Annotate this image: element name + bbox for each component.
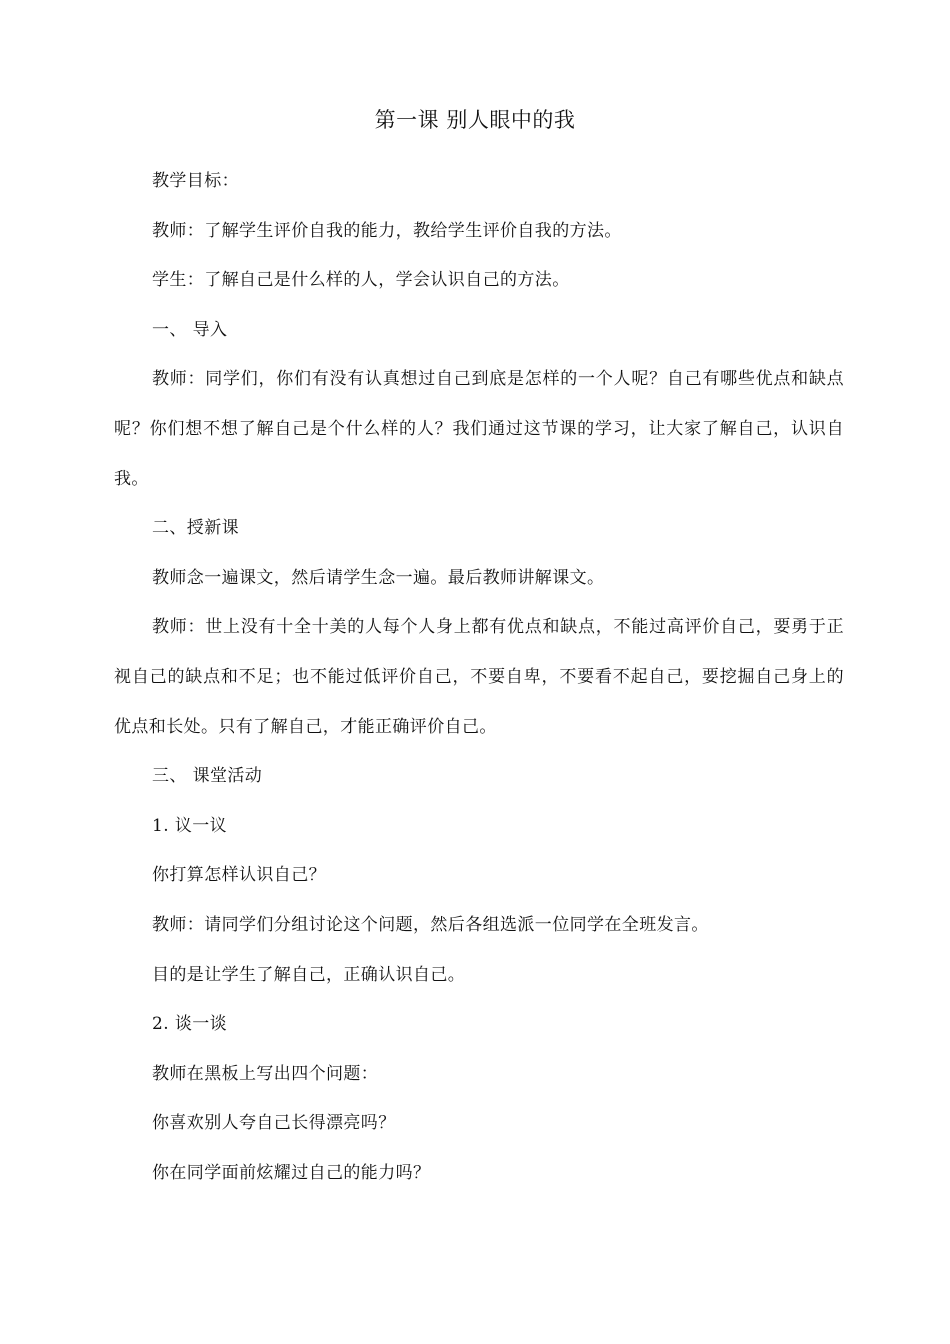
- section-heading: 一、 导入: [152, 319, 228, 340]
- paragraph: 教师：了解学生评价自我的能力，教给学生评价自我的方法。: [152, 220, 622, 241]
- paragraph: 教师：世上没有十全十美的人每个人身上都有优点和缺点，不能过高评价自己，要勇于正视自己的缺点和不足；也不能过低评价自己，不要自卑，不要看不起自己，要挖掘自己身上的优点和长处。只有了解自己，才能正确评价自己。: [114, 617, 844, 737]
- paragraph: 目的是让学生了解自己，正确认识自己。: [152, 964, 466, 985]
- section-heading: 二、授新课: [152, 518, 239, 539]
- paragraph: 教师：请同学们分组讨论这个问题，然后各组选派一位同学在全班发言。: [152, 914, 709, 935]
- document-title: 第一课 别人眼中的我: [374, 108, 576, 132]
- document-body: [114, 157, 844, 1198]
- paragraph: 你打算怎样认识自己？: [152, 865, 326, 886]
- paragraph: 教师在黑板上写出四个问题：: [152, 1063, 379, 1084]
- subsection-heading: 2. 谈一谈: [152, 1014, 228, 1035]
- paragraph: 教师：同学们，你们有没有认真想过自己到底是怎样的一个人呢？自己有哪些优点和缺点呢？你们想不想了解自己是个什么样的人？我们通过这节课的学习，让大家了解自己，认识自我。: [114, 369, 844, 489]
- section-heading: 三、 课堂活动: [152, 766, 263, 787]
- subsection-heading: 1. 议一议: [152, 815, 228, 836]
- paragraph: 教学目标：: [152, 171, 239, 191]
- paragraph: 你喜欢别人夸自己长得漂亮吗？: [152, 1113, 396, 1134]
- paragraph: 学生：了解自己是什么样的人，学会认识自己的方法。: [152, 270, 570, 291]
- paragraph: 教师念一遍课文，然后请学生念一遍。最后教师讲解课文。: [152, 567, 605, 588]
- paragraph: 你在同学面前炫耀过自己的能力吗？: [152, 1162, 431, 1183]
